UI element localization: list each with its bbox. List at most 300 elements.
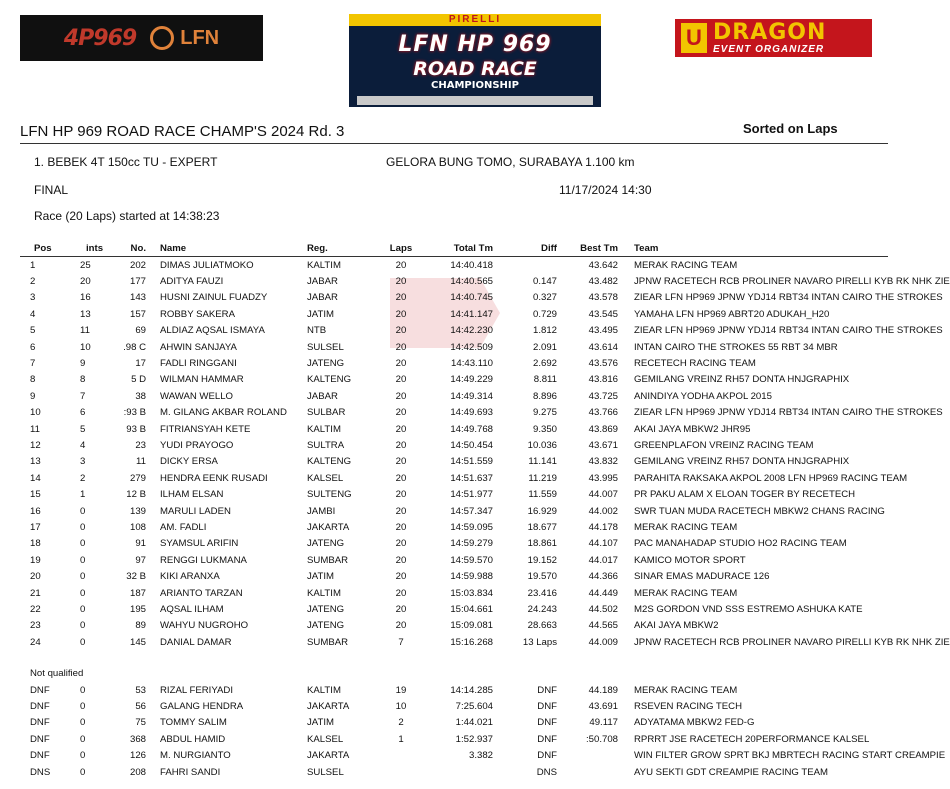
- result-row: [20, 470, 888, 486]
- cell-pos: 4: [30, 308, 36, 320]
- championship-logo-line1: LFN HP 969: [398, 32, 552, 57]
- cell-diff: DNF: [537, 750, 557, 762]
- cell-total: 14:40.418: [450, 259, 493, 271]
- cell-diff: [493, 257, 557, 274]
- cell-diff: 18.861: [527, 538, 557, 550]
- cell-total: 1:52.937: [455, 733, 493, 745]
- cell-points: 8: [80, 374, 86, 386]
- cell-points: 6: [80, 407, 86, 419]
- not-qualified-table: [20, 682, 946, 780]
- cell-diff: 1.812: [532, 325, 557, 337]
- cell-pos: 23: [30, 620, 41, 632]
- cell-name: FADLI RINGGANI: [160, 358, 237, 370]
- sponsor-strip: [357, 96, 593, 105]
- cell-total: 14:49.693: [450, 407, 493, 419]
- result-row: [20, 421, 888, 437]
- cell-reg: JAKARTA: [307, 701, 350, 713]
- cell-reg: JATENG: [307, 603, 345, 615]
- cell-best: 44.502: [588, 603, 618, 615]
- cell-name: ALDIAZ AQSAL ISMAYA: [160, 325, 265, 337]
- cell-team: RECETECH RACING TEAM: [634, 358, 756, 370]
- cell-laps: 20: [395, 341, 407, 353]
- cell-team: JPNW RACETECH RCB PROLINER NAVARO PIRELLI KYB RK NHK ZIE: [634, 636, 950, 648]
- cell-best: [557, 748, 618, 764]
- cell-best: 43.614: [588, 341, 618, 353]
- cell-team: ANINDIYA YODHA AKPOL 2015: [634, 390, 772, 402]
- cell-best: 49.117: [589, 717, 618, 729]
- cell-pos: 6: [30, 341, 36, 353]
- cell-diff: 11.141: [528, 456, 557, 468]
- result-row: [20, 536, 888, 552]
- cell-total: 3.382: [468, 750, 493, 762]
- cell-pos: DNF: [30, 717, 50, 729]
- event-title: LFN HP 969 ROAD RACE CHAMP'S 2024 Rd. 3: [20, 123, 345, 140]
- cell-reg: KALTIM: [307, 259, 341, 271]
- cell-total: 14:49.314: [450, 390, 493, 402]
- result-row: [20, 634, 888, 650]
- cell-no: 56: [135, 701, 146, 713]
- cell-no: 93 B: [126, 423, 146, 435]
- cell-best: 44.449: [588, 587, 618, 599]
- cell-best: :50.708: [585, 733, 618, 745]
- col-name: Name: [160, 240, 307, 257]
- cell-team: WIN FILTER GROW SPRT BKJ MBRTECH RACING START CREAMPIE: [634, 750, 946, 762]
- cell-reg: JATIM: [307, 571, 335, 583]
- cell-no: 75: [135, 717, 146, 729]
- cell-team: MERAK RACING TEAM: [634, 521, 738, 533]
- cell-points: 13: [80, 308, 91, 320]
- cell-laps: 20: [395, 603, 407, 615]
- cell-total: 14:49.768: [450, 423, 493, 435]
- sort-label: Sorted on Laps: [743, 121, 838, 136]
- cell-no: 195: [129, 603, 146, 615]
- cell-pos: DNF: [30, 684, 50, 696]
- cell-no: 187: [129, 587, 146, 599]
- cell-name: FITRIANSYAH KETE: [160, 423, 251, 435]
- cell-pos: 12: [30, 439, 41, 451]
- cell-diff: 23.416: [527, 587, 557, 599]
- cell-pos: 24: [30, 636, 41, 648]
- col-team: Team: [618, 240, 888, 257]
- championship-logo-line2: ROAD RACE: [413, 58, 537, 80]
- session-datetime: 11/17/2024 14:30: [559, 183, 652, 197]
- cell-pos: 5: [30, 325, 36, 337]
- not-qualified-row: [20, 698, 888, 714]
- cell-diff: 19.570: [527, 571, 557, 583]
- cell-points: 16: [80, 292, 91, 304]
- not-qualified-row: [20, 731, 888, 747]
- cell-reg: SUMBAR: [307, 636, 349, 648]
- cell-pos: 10: [30, 407, 41, 419]
- cell-laps: 20: [395, 505, 407, 517]
- cell-total: 14:40.745: [450, 292, 493, 304]
- cell-pos: 21: [30, 587, 41, 599]
- cell-reg: SULTENG: [307, 489, 352, 501]
- cell-reg: JABAR: [307, 276, 338, 288]
- cell-total: 14:51.977: [450, 489, 493, 501]
- cell-total: 14:42.509: [450, 341, 493, 353]
- cell-total: 14:41.147: [450, 308, 493, 320]
- cell-reg: KALTENG: [307, 456, 352, 468]
- cell-name: RENGGI LUKMANA: [160, 554, 247, 566]
- cell-no: 69: [135, 325, 146, 337]
- cell-team: RPRRT JSE RACETECH 20PERFORMANCE KALSEL: [634, 733, 870, 745]
- cell-name: AQSAL ILHAM: [160, 603, 224, 615]
- cell-team: ADYATAMA MBKW2 FED-G: [634, 717, 755, 729]
- cell-total: 1:44.021: [455, 717, 493, 729]
- dragon-logo: [675, 19, 872, 57]
- col-best: Best Tm: [557, 240, 618, 257]
- cell-name: GALANG HENDRA: [160, 701, 244, 713]
- cell-diff: 24.243: [527, 603, 557, 615]
- cell-best: 44.007: [588, 489, 618, 501]
- cell-pos: 11: [30, 423, 40, 435]
- cell-total: 14:59.095: [450, 521, 493, 533]
- cell-points: 3: [80, 456, 86, 468]
- cell-laps: 20: [395, 423, 407, 435]
- cell-team: YAMAHA LFN HP969 ABRT20 ADUKAH_H20: [634, 308, 830, 320]
- cell-reg: KALTIM: [307, 423, 341, 435]
- cell-best: 43.766: [588, 407, 618, 419]
- cell-points: 0: [80, 620, 86, 632]
- cell-team: ZIEAR LFN HP969 JPNW YDJ14 RBT34 INTAN CAIRO THE STROKES: [634, 407, 943, 419]
- cell-total: 14:59.570: [450, 554, 493, 566]
- cell-reg: SULSEL: [307, 341, 344, 353]
- not-qualified-row: [20, 764, 888, 780]
- col-diff: Diff: [493, 240, 557, 257]
- result-row: [20, 372, 888, 388]
- cell-diff: 10.036: [527, 439, 557, 451]
- cell-reg: JABAR: [307, 292, 338, 304]
- cell-pos: 22: [30, 603, 41, 615]
- cell-points: 7: [80, 390, 86, 402]
- cell-no: 23: [135, 439, 146, 451]
- cell-laps: 20: [395, 587, 407, 599]
- cell-name: AHWIN SANJAYA: [160, 341, 237, 353]
- cell-reg: JATENG: [307, 620, 345, 632]
- cell-pos: DNS: [30, 766, 51, 778]
- cell-diff: 2.692: [532, 358, 557, 370]
- hp969-logo: 4P969: [63, 25, 137, 51]
- cell-diff: 9.275: [532, 407, 557, 419]
- cell-laps: 20: [395, 325, 407, 337]
- cell-diff: 8.896: [532, 390, 557, 402]
- cell-name: ADITYA FAUZI: [160, 276, 224, 288]
- cell-laps: 20: [395, 521, 407, 533]
- cell-laps: 20: [395, 259, 407, 271]
- cell-name: SYAMSUL ARIFIN: [160, 538, 239, 550]
- cell-best: 43.995: [588, 472, 618, 484]
- result-row: [20, 486, 888, 502]
- cell-name: DANIAL DAMAR: [160, 636, 232, 648]
- cell-best: 43.869: [588, 423, 618, 435]
- cell-points: 0: [80, 603, 86, 615]
- cell-laps: 10: [395, 701, 407, 713]
- cell-points: 0: [80, 587, 86, 599]
- result-row: [20, 339, 888, 355]
- cell-laps: 20: [395, 571, 407, 583]
- cell-best: 43.642: [588, 259, 618, 271]
- cell-pos: 16: [30, 505, 41, 517]
- cell-name: DIMAS JULIATMOKO: [160, 259, 254, 271]
- cell-pos: 9: [30, 390, 36, 402]
- cell-laps: 20: [395, 489, 407, 501]
- cell-laps: 20: [395, 554, 407, 566]
- cell-points: 0: [80, 717, 86, 729]
- cell-points: 0: [80, 733, 86, 745]
- cell-diff: 11.219: [528, 472, 557, 484]
- championship-logo: [349, 14, 601, 107]
- cell-team: INTAN CAIRO THE STROKES 55 RBT 34 MBR: [634, 341, 838, 353]
- cell-team: MERAK RACING TEAM: [634, 684, 738, 696]
- col-reg: Reg.: [307, 240, 377, 257]
- cell-total: 14:40.565: [450, 276, 493, 288]
- col-pos: Pos: [20, 240, 66, 257]
- lfn-ring-icon: [150, 26, 174, 50]
- session-name: FINAL: [34, 183, 69, 197]
- cell-points: 10: [80, 341, 91, 353]
- cell-total: 14:14.285: [450, 684, 493, 696]
- cell-team: GREENPLAFON VREINZ RACING TEAM: [634, 439, 814, 451]
- cell-name: YUDI PRAYOGO: [160, 439, 234, 451]
- cell-points: 0: [80, 750, 86, 762]
- header-divider: [20, 143, 888, 144]
- cell-points: 11: [80, 325, 90, 337]
- cell-reg: KALTENG: [307, 374, 352, 386]
- cell-pos: DNF: [30, 750, 50, 762]
- cell-name: HUSNI ZAINUL FUADZY: [160, 292, 268, 304]
- cell-diff: 2.091: [532, 341, 557, 353]
- cell-points: 0: [80, 505, 86, 517]
- cell-total: 14:50.454: [450, 439, 493, 451]
- cell-reg: SULTRA: [307, 439, 345, 451]
- cell-no: 143: [129, 292, 146, 304]
- cell-best: 43.725: [588, 390, 618, 402]
- col-no: No.: [106, 240, 160, 257]
- col-laps: Laps: [377, 240, 425, 257]
- cell-points: 20: [80, 276, 91, 288]
- cell-total: 14:51.559: [450, 456, 493, 468]
- cell-diff: 0.729: [532, 308, 557, 320]
- cell-laps: 1: [398, 733, 404, 745]
- result-row: [20, 437, 888, 453]
- dragon-logo-subtext: EVENT ORGANIZER: [713, 43, 825, 55]
- cell-name: ILHAM ELSAN: [160, 489, 224, 501]
- cell-no: 5 D: [131, 374, 146, 386]
- cell-best: 43.671: [588, 439, 618, 451]
- cell-pos: 15: [30, 489, 41, 501]
- cell-points: 4: [80, 439, 86, 451]
- results-header-row: [20, 240, 888, 257]
- cell-total: 14:57.347: [450, 505, 493, 517]
- cell-pos: 3: [30, 292, 36, 304]
- cell-total: 14:43.110: [451, 358, 493, 370]
- cell-total: 14:49.229: [450, 374, 493, 386]
- cell-diff: DNF: [537, 717, 557, 729]
- cell-no: 97: [135, 554, 146, 566]
- championship-logo-line3: CHAMPIONSHIP: [431, 80, 519, 91]
- cell-best: 43.545: [588, 308, 618, 320]
- cell-diff: 16.929: [527, 505, 557, 517]
- cell-reg: SULBAR: [307, 407, 346, 419]
- cell-laps: 20: [395, 538, 407, 550]
- cell-total: 15:03.834: [450, 587, 493, 599]
- cell-pos: DNF: [30, 733, 50, 745]
- cell-reg: SUMBAR: [307, 554, 349, 566]
- cell-best: 44.565: [588, 620, 618, 632]
- cell-no: :93 B: [123, 407, 146, 419]
- cell-laps: 20: [395, 407, 407, 419]
- cell-no: 145: [129, 636, 146, 648]
- race-class: 1. BEBEK 4T 150cc TU - EXPERT: [34, 155, 218, 169]
- result-row: [20, 601, 888, 617]
- race-start-info: Race (20 Laps) started at 14:38:23: [34, 209, 220, 223]
- cell-name: ABDUL HAMID: [160, 733, 226, 745]
- cell-points: 0: [80, 521, 86, 533]
- cell-no: 12 B: [126, 489, 146, 501]
- cell-best: 43.691: [588, 701, 618, 713]
- cell-points: 0: [80, 701, 86, 713]
- result-row: [20, 618, 888, 634]
- cell-reg: KALTIM: [307, 587, 341, 599]
- cell-total: 15:09.081: [450, 620, 493, 632]
- cell-team: M2S GORDON VND SSS ESTREMO ASHUKA KATE: [634, 603, 863, 615]
- cell-name: KIKI ARANXA: [160, 571, 220, 583]
- cell-pos: 7: [30, 358, 36, 370]
- not-qualified-row: [20, 715, 888, 731]
- cell-diff: 19.152: [527, 554, 557, 566]
- cell-reg: JAMBI: [307, 505, 336, 517]
- cell-no: .98 C: [123, 341, 146, 353]
- cell-laps: 20: [395, 292, 407, 304]
- cell-best: 43.482: [588, 276, 618, 288]
- result-row: [20, 273, 888, 289]
- cell-reg: JATENG: [307, 358, 345, 370]
- cell-total: 14:59.279: [450, 538, 493, 550]
- dragon-logo-text: DRAGON: [713, 19, 827, 45]
- cell-pos: DNF: [30, 701, 50, 713]
- not-qualified-label: Not qualified: [30, 668, 84, 679]
- cell-team: AKAI JAYA MBKW2: [634, 620, 719, 632]
- cell-diff: DNF: [537, 701, 557, 713]
- cell-reg: KALTIM: [307, 684, 341, 696]
- cell-team: SINAR EMAS MADURACE 126: [634, 571, 770, 583]
- cell-reg: JABAR: [307, 390, 338, 402]
- result-row: [20, 568, 888, 584]
- cell-no: 108: [129, 521, 146, 533]
- cell-name: M. NURGIANTO: [160, 750, 231, 762]
- cell-reg: JAKARTA: [307, 521, 350, 533]
- cell-name: DICKY ERSA: [160, 456, 218, 468]
- cell-laps: 20: [395, 472, 407, 484]
- cell-best: 44.009: [588, 636, 618, 648]
- cell-no: 368: [129, 733, 146, 745]
- result-row: [20, 585, 888, 601]
- cell-diff: 18.677: [527, 521, 557, 533]
- cell-points: 0: [80, 571, 86, 583]
- cell-points: 25: [80, 259, 91, 271]
- venue: GELORA BUNG TOMO, SURABAYA 1.100 km: [386, 155, 635, 169]
- col-total: Total Tm: [425, 240, 493, 257]
- result-row: [20, 306, 888, 322]
- cell-team: GEMILANG VREINZ RH57 DONTA HNJGRAPHIX: [634, 456, 850, 468]
- cell-total: 14:51.637: [450, 472, 493, 484]
- cell-diff: 11.559: [528, 489, 557, 501]
- lfn-logo: [150, 26, 219, 50]
- cell-pos: 14: [30, 472, 41, 484]
- cell-team: PAC MANAHADAP STUDIO HO2 RACING TEAM: [634, 538, 847, 550]
- cell-laps: 20: [395, 620, 407, 632]
- cell-best: 44.366: [588, 571, 618, 583]
- cell-reg: KALSEL: [307, 472, 344, 484]
- cell-points: 5: [80, 423, 86, 435]
- cell-points: 0: [80, 766, 86, 778]
- cell-diff: 0.327: [532, 292, 557, 304]
- cell-laps: [377, 764, 425, 780]
- result-row: [20, 323, 888, 339]
- result-row: [20, 388, 888, 404]
- cell-total: 14:42.230: [450, 325, 493, 337]
- cell-total: 14:59.988: [450, 571, 493, 583]
- cell-best: 44.107: [588, 538, 618, 550]
- cell-name: WAWAN WELLO: [160, 390, 234, 402]
- cell-name: ARIANTO TARZAN: [160, 587, 243, 599]
- not-qualified-row: [20, 748, 888, 764]
- cell-team: GEMILANG VREINZ RH57 DONTA HNJGRAPHIX: [634, 374, 850, 386]
- cell-total: 15:16.268: [450, 636, 493, 648]
- cell-name: WAHYU NUGROHO: [160, 620, 249, 632]
- cell-diff: DNS: [536, 766, 557, 778]
- cell-diff: 8.811: [533, 374, 557, 386]
- cell-pos: 8: [30, 374, 36, 386]
- cell-name: RIZAL FERIYADI: [160, 684, 234, 696]
- sponsor-logo-left: [20, 15, 263, 61]
- cell-laps: 19: [395, 684, 407, 696]
- cell-points: 1: [80, 489, 86, 501]
- cell-pos: 18: [30, 538, 41, 550]
- cell-no: 177: [129, 276, 146, 288]
- cell-points: 0: [80, 684, 86, 696]
- cell-pos: 20: [30, 571, 41, 583]
- cell-no: 17: [135, 358, 146, 370]
- cell-reg: JATIM: [307, 308, 335, 320]
- cell-reg: JATENG: [307, 538, 345, 550]
- cell-pos: 17: [30, 521, 41, 533]
- cell-diff: 9.350: [532, 423, 557, 435]
- cell-pos: 19: [30, 554, 41, 566]
- cell-best: 44.178: [588, 521, 618, 533]
- cell-laps: 20: [395, 358, 407, 370]
- cell-no: 53: [135, 684, 146, 696]
- cell-no: 208: [129, 766, 146, 778]
- cell-best: 43.832: [588, 456, 618, 468]
- cell-name: ROBBY SAKERA: [160, 308, 236, 320]
- cell-team: JPNW RACETECH RCB PROLINER NAVARO PIRELLI KYB RK NHK ZIE: [634, 276, 950, 288]
- cell-laps: 20: [395, 439, 407, 451]
- cell-laps: 20: [395, 456, 407, 468]
- cell-name: AM. FADLI: [160, 521, 207, 533]
- result-row: [20, 552, 888, 568]
- cell-team: ZIEAR LFN HP969 JPNW YDJ14 RBT34 INTAN CAIRO THE STROKES: [634, 292, 943, 304]
- cell-no: 91: [135, 538, 146, 550]
- result-row: [20, 503, 888, 519]
- cell-team: RSEVEN RACING TECH: [634, 701, 743, 713]
- result-row: [20, 290, 888, 306]
- cell-reg: JATIM: [307, 717, 335, 729]
- cell-best: 43.576: [588, 358, 618, 370]
- cell-no: 202: [129, 259, 146, 271]
- cell-diff: DNF: [537, 684, 557, 696]
